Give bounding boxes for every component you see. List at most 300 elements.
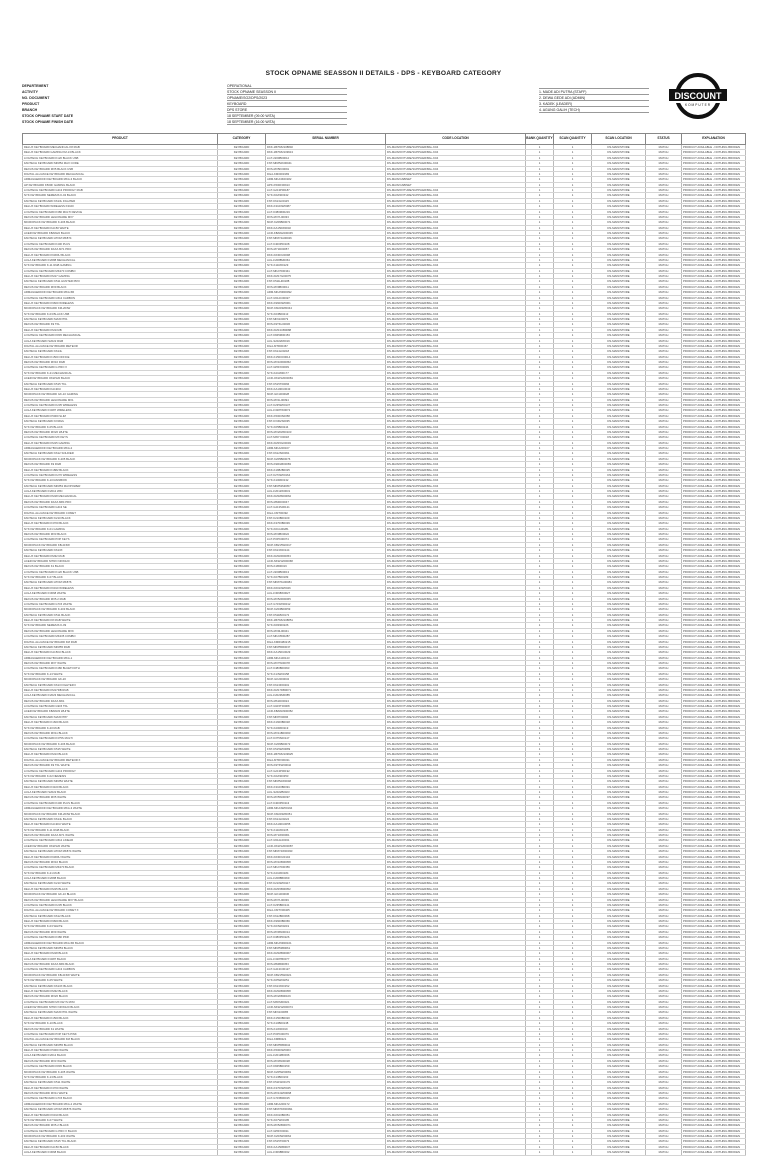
table-cell: 1 <box>554 1031 592 1036</box>
table-row <box>23 1150 746 1155</box>
table-cell: 1 <box>526 446 554 451</box>
table-cell: AUL-F3068W0027 <box>266 591 386 596</box>
table-cell: DGA-KM0001983 <box>266 171 386 176</box>
table-cell: 1 <box>554 236 592 241</box>
table-cell: KEYBOARD <box>218 354 266 359</box>
table-cell: FNT-K210W00117 <box>266 881 386 886</box>
table-cell: KEYBOARD <box>218 795 266 800</box>
table-cell: DS-MAIN/FIXTURE/SUPPLIER/BAL-K04 <box>386 940 526 945</box>
table-cell: DS-MAIN/STORE <box>592 263 646 268</box>
table-cell: 1 <box>526 859 554 864</box>
table-cell: REXUS KEYBOARD MX3 BLACK <box>23 532 218 537</box>
table-cell: MATCH <box>646 972 682 977</box>
table-cell: RXS-K9RGB00083 <box>266 462 386 467</box>
table-cell: 1 <box>554 532 592 537</box>
table-cell: DIGITAL ALLIANCE KEYBOARD MECHANICAL <box>23 171 218 176</box>
table-cell: ACER KEYBOARD NITRO NKW120 BLACK <box>23 1005 218 1010</box>
table-cell: 1 <box>554 220 592 225</box>
table-cell: DELUX KEYBOARD WIRELESS K3100 <box>23 204 218 209</box>
table-cell: 1 <box>554 295 592 300</box>
table-cell: KEYBOARD <box>218 644 266 649</box>
table-cell: DKK-KA150W0032 <box>266 225 386 230</box>
table-cell: FANTECH KEYBOARD ATOM MK876 <box>23 580 218 585</box>
table-cell: NYK KEYBOARD NEMESIS K-02 BLACK <box>23 193 218 198</box>
table-cell: DS-MAIN/FIXTURE/SUPPLIER/BAL-K04 <box>386 333 526 338</box>
table-cell: 1 <box>526 343 554 348</box>
table-cell: KEYBOARD <box>218 956 266 961</box>
table-cell: REXUS KEYBOARD MX10 RGB <box>23 360 218 365</box>
table-cell: PRODUCT AVAILABLE - NOTHING BROKEN <box>682 827 746 832</box>
table-cell: 1 <box>554 188 592 193</box>
table-cell: 1 <box>526 763 554 768</box>
table-cell: DS-MAIN/FIXTURE/SUPPLIER/BAL-K04 <box>386 591 526 596</box>
table-cell: 1 <box>526 1026 554 1031</box>
table-cell: NYK-K13B00163 <box>266 1074 386 1079</box>
table-cell: REXUS KEYBOARD MX9 WHITE <box>23 929 218 934</box>
table-cell: 1 <box>554 838 592 843</box>
table-cell: 1 <box>554 822 592 827</box>
table-cell: LOGITECH KEYBOARD G915 TKL <box>23 704 218 709</box>
table-cell: DS-MAIN/STORE <box>592 515 646 520</box>
table-cell: PRODUCT AVAILABLE - NOTHING BROKEN <box>682 1085 746 1090</box>
table-cell: KEYBOARD <box>218 317 266 322</box>
document-page <box>22 70 745 1156</box>
table-cell: MATCH <box>646 268 682 273</box>
table-cell: KEYBOARD <box>218 462 266 467</box>
table-cell: 1 <box>554 704 592 709</box>
table-cell: 1 <box>526 542 554 547</box>
table-cell: 1 <box>526 532 554 537</box>
table-cell: PRODUCT AVAILABLE - NOTHING BROKEN <box>682 945 746 950</box>
table-cell: 1 <box>526 558 554 563</box>
table-cell: DS-MAIN/FIXTURE/SUPPLIER/BAL-K04 <box>386 386 526 391</box>
table-cell: 1 <box>526 263 554 268</box>
table-cell: PRODUCT AVAILABLE - NOTHING BROKEN <box>682 360 746 365</box>
table-cell: PRODUCT AVAILABLE - NOTHING BROKEN <box>682 177 746 182</box>
table-cell: KEYBOARD <box>218 263 266 268</box>
table-cell: LOGITECH KEYBOARD K380 MULTI DEVICE <box>23 209 218 214</box>
table-cell: MICROPACK KEYBOARD K-206 BLACK <box>23 741 218 746</box>
table-cell: LGT-MK27000341 <box>266 268 386 273</box>
table-cell: KEYBOARD <box>218 628 266 633</box>
table-cell: KEYBOARD <box>218 397 266 402</box>
table-cell: DKK-KA150U0029 <box>266 650 386 655</box>
table-cell: MATCH <box>646 757 682 762</box>
table-cell: NYK KEYBOARD K-05 WHITE <box>23 978 218 983</box>
table-cell: DS-MAIN/STORE <box>592 752 646 757</box>
table-cell: PRODUCT AVAILABLE - NOTHING BROKEN <box>682 919 746 924</box>
table-cell: DS-MAIN/STORE <box>592 919 646 924</box>
table-cell: REXUS KEYBOARD K1 BLACK <box>23 564 218 569</box>
table-cell: MATCH <box>646 725 682 730</box>
table-cell: 1 <box>554 999 592 1004</box>
table-cell: PRODUCT AVAILABLE - NOTHING BROKEN <box>682 1042 746 1047</box>
table-cell: FANTECH KEYBOARD K511 WHITE <box>23 1080 218 1085</box>
table-cell: 1 <box>526 435 554 440</box>
table-cell: MATCH <box>646 596 682 601</box>
table-cell: MATCH <box>646 306 682 311</box>
table-cell: 1 <box>526 349 554 354</box>
table-cell: MATCH <box>646 994 682 999</box>
table-cell: MATCH <box>646 838 682 843</box>
table-cell: 1 <box>554 209 592 214</box>
table-cell: 1 <box>526 333 554 338</box>
table-cell: KEYBOARD <box>218 870 266 875</box>
table-cell: 1 <box>554 1021 592 1026</box>
table-cell: DS-MAIN/FIXTURE/SUPPLIER/BAL-K04 <box>386 456 526 461</box>
table-cell: 1 <box>526 397 554 402</box>
table-cell: KEYBOARD <box>218 865 266 870</box>
table-cell: DS-MAIN/FIXTURE/SUPPLIER/BAL-K04 <box>386 730 526 735</box>
table-cell: 1 <box>554 773 592 778</box>
table-cell: DKK-K6010W0046 <box>266 585 386 590</box>
table-cell: DS-MAIN/FIXTURE/SUPPLIER/BAL-K04 <box>386 1074 526 1079</box>
table-cell: 1 <box>526 902 554 907</box>
table-cell: LOGITECH KEYBOARD K235 BLACK <box>23 902 218 907</box>
table-cell: 1 <box>554 736 592 741</box>
table-cell: KEYBOARD <box>218 773 266 778</box>
table-cell: KEYBOARD <box>218 435 266 440</box>
discount-logo <box>669 70 727 122</box>
table-cell: DS-MAIN/FIXTURE/SUPPLIER/BAL-K04 <box>386 419 526 424</box>
table-cell: 1 <box>554 650 592 655</box>
table-cell: DS-MAIN/FIXTURE/SUPPLIER/BAL-K04 <box>386 349 526 354</box>
table-cell: 1 <box>526 376 554 381</box>
table-cell: KEYBOARD <box>218 908 266 913</box>
table-cell: PRODUCT AVAILABLE - NOTHING BROKEN <box>682 666 746 671</box>
table-cell: DS-MAIN/FIXTURE/SUPPLIER/BAL-K04 <box>386 521 526 526</box>
table-cell: KEYBOARD <box>218 548 266 553</box>
table-cell: 1 <box>554 677 592 682</box>
table-cell: MATCH <box>646 827 682 832</box>
table-cell: DS-MAIN/FIXTURE/SUPPLIER/BAL-K04 <box>386 757 526 762</box>
table-cell: PRODUCT AVAILABLE - NOTHING BROKEN <box>682 924 746 929</box>
table-cell: DS-MAIN/FIXTURE/SUPPLIER/BAL-K04 <box>386 687 526 692</box>
table-cell: DS-MAIN/STORE <box>592 644 646 649</box>
table-cell: MATCH <box>646 816 682 821</box>
table-cell: DELUX KEYBOARD K9600 WIRELESS <box>23 300 218 305</box>
table-cell: 1 <box>526 1042 554 1047</box>
table-cell: DS-MAIN/STORE <box>592 978 646 983</box>
table-cell: MCP-KM203W0051 <box>266 811 386 816</box>
column-header: CODE LOCATION <box>386 134 526 145</box>
table-cell: MATCH <box>646 1010 682 1015</box>
table-cell: DS-MAIN/STORE <box>592 720 646 725</box>
table-cell: KEYBOARD <box>218 892 266 897</box>
table-cell: DS-MAIN/STORE <box>592 413 646 418</box>
table-cell: 1 <box>554 725 592 730</box>
table-cell: DS-MAIN/STORE <box>592 999 646 1004</box>
table-cell: DELUX KEYBOARD KM18 MECHANICAL <box>23 494 218 499</box>
table-cell: FNT-MF6100079 <box>266 317 386 322</box>
header-info-value: 18 SEPTEMBER (16.00 WITA) <box>227 119 347 125</box>
table-cell: KEYBOARD <box>218 720 266 725</box>
table-cell: 1 <box>554 865 592 870</box>
table-cell: DS-MAIN/STORE <box>592 827 646 832</box>
table-cell: KEYBOARD <box>218 736 266 741</box>
table-cell: PRODUCT AVAILABLE - NOTHING BROKEN <box>682 591 746 596</box>
table-cell: MATCH <box>646 381 682 386</box>
table-cell: DS-MAIN/STORE <box>592 386 646 391</box>
table-cell: FANTECH KEYBOARD K613X BLACK <box>23 983 218 988</box>
table-cell: PRODUCT AVAILABLE - NOTHING BROKEN <box>682 370 746 375</box>
table-cell: MATCH <box>646 822 682 827</box>
table-cell: MATCH <box>646 736 682 741</box>
table-cell: KEYBOARD <box>218 822 266 827</box>
table-cell: FNT-K511B00172 <box>266 612 386 617</box>
table-cell: PRODUCT AVAILABLE - NOTHING BROKEN <box>682 483 746 488</box>
header-info-value: OPERATIONAL <box>227 83 347 89</box>
table-cell: DS-MAIN/FIXTURE/SUPPLIER/BAL-K04 <box>386 768 526 773</box>
table-cell: LOGITECH KEYBOARD K845 MECHANICAL <box>23 333 218 338</box>
table-cell: MATCH <box>646 956 682 961</box>
table-cell: DS-MAIN/STORE <box>592 671 646 676</box>
table-cell: 1 <box>554 1058 592 1063</box>
table-cell: RXS-MX1L00094 <box>266 397 386 402</box>
table-cell: KEYBOARD <box>218 704 266 709</box>
table-cell: 1 <box>554 585 592 590</box>
table-cell: 1 <box>554 623 592 628</box>
table-cell: 1 <box>526 741 554 746</box>
table-cell: NYK KEYBOARD K-21 MECHANICAL <box>23 370 218 375</box>
table-cell: PRODUCT AVAILABLE - NOTHING BROKEN <box>682 365 746 370</box>
table-cell: DS-MAIN/STORE <box>592 784 646 789</box>
table-cell: KEYBOARD <box>218 182 266 187</box>
table-cell: DS-MAIN/STORE <box>592 558 646 563</box>
table-cell: KEYBOARD <box>218 714 266 719</box>
table-cell: DS-MAIN/STORE <box>592 601 646 606</box>
table-cell: 1 <box>526 526 554 531</box>
table-cell: DS-MAIN/FIXTURE/SUPPLIER/BAL-K04 <box>386 1085 526 1090</box>
table-cell: NYK KEYBOARD K-07 WHITE <box>23 1117 218 1122</box>
table-cell: 1 <box>554 687 592 692</box>
table-cell: PRODUCT AVAILABLE - NOTHING BROKEN <box>682 1107 746 1112</box>
table-cell: MATCH <box>646 795 682 800</box>
table-cell: DS-MAIN/STORE <box>592 193 646 198</box>
table-cell: MATCH <box>646 489 682 494</box>
table-cell: 1 <box>526 935 554 940</box>
table-cell: DS-MAIN/FIXTURE/SUPPLIER/BAL-K04 <box>386 580 526 585</box>
table-cell: LGT-2200B00012 <box>266 155 386 160</box>
table-cell: PRODUCT AVAILABLE - NOTHING BROKEN <box>682 1053 746 1058</box>
table-cell: DS-MAIN/STORE <box>592 1091 646 1096</box>
table-cell: PRODUCT AVAILABLE - NOTHING BROKEN <box>682 300 746 305</box>
table-cell: KEYBOARD <box>218 161 266 166</box>
table-cell: DELUX KEYBOARD KM15 GAMING <box>23 440 218 445</box>
table-cell: MICROPACK KEYBOARD KB-215W <box>23 542 218 547</box>
table-cell: LGT-K235W00137 <box>266 403 386 408</box>
table-cell: AUL-F2012B0036 <box>266 1053 386 1058</box>
table-cell: FANTECH KEYBOARD K612 BLACK <box>23 913 218 918</box>
table-cell: DS-MAIN/STORE <box>592 822 646 827</box>
table-cell: DS-MAIN/FIXTURE/SUPPLIER/BAL-K04 <box>386 284 526 289</box>
table-cell: DS-MAIN/STORE <box>592 843 646 848</box>
table-cell: 1 <box>526 440 554 445</box>
table-cell: RXS-MX10R00052 <box>266 360 386 365</box>
table-cell: DS-MAIN/STORE <box>592 666 646 671</box>
table-cell: 1 <box>554 392 592 397</box>
table-cell: DS-MAIN/FIXTURE/SUPPLIER/BAL-K04 <box>386 204 526 209</box>
table-cell: DS-MAIN/STORE <box>592 440 646 445</box>
table-cell: ARMAGGEDDON KEYBOARD MKA-3 WHITE <box>23 806 218 811</box>
table-cell: 1 <box>526 564 554 569</box>
table-cell: MATCH <box>646 446 682 451</box>
table-cell: LOGITECH KEYBOARD G413 SE <box>23 505 218 510</box>
table-cell: PRODUCT AVAILABLE - NOTHING BROKEN <box>682 558 746 563</box>
table-cell: LOGITECH KEYBOARD K375S MULTI <box>23 736 218 741</box>
table-cell: DS-MAIN/STORE <box>592 940 646 945</box>
table-cell: DKK-K6010B0051 <box>266 1112 386 1117</box>
table-cell: 1 <box>554 833 592 838</box>
column-header: CATEGORY <box>218 134 266 145</box>
table-cell: 1 <box>526 515 554 520</box>
table-cell: 1 <box>554 257 592 262</box>
table-cell: 1 <box>526 881 554 886</box>
table-cell: MATCH <box>646 521 682 526</box>
table-cell: AULA KEYBOARD F2088 MECHANICAL <box>23 257 218 262</box>
table-cell: FANTECH KEYBOARD K515 WHITE <box>23 747 218 752</box>
table-cell: KEYBOARD <box>218 1134 266 1139</box>
table-cell: MATCH <box>646 908 682 913</box>
table-cell: HPK-K500F00913 <box>266 182 386 187</box>
table-cell: 1 <box>526 1096 554 1101</box>
table-cell: PRODUCT AVAILABLE - NOTHING BROKEN <box>682 564 746 569</box>
table-cell: FANTECH KEYBOARD K210 BLACK <box>23 515 218 520</box>
table-cell: MATCH <box>646 290 682 295</box>
table-cell: 1 <box>526 709 554 714</box>
table-cell: 1 <box>526 510 554 515</box>
table-cell: DS-MAIN/FIXTURE/SUPPLIER/BAL-K04 <box>386 1107 526 1112</box>
table-cell: KEYBOARD <box>218 193 266 198</box>
table-cell: DS-MAIN/FIXTURE/SUPPLIER/BAL-K04 <box>386 1139 526 1144</box>
table-cell: DS-MAIN/FIXTURE/SUPPLIER/BAL-K04 <box>386 1150 526 1155</box>
table-cell: 1 <box>554 886 592 891</box>
table-cell: DKK-1B7K82109913 <box>266 150 386 155</box>
table-cell: PRODUCT AVAILABLE - NOTHING BROKEN <box>682 166 746 171</box>
table-cell: DS-MAIN/STORE <box>592 994 646 999</box>
table-cell: 1 <box>554 182 592 187</box>
table-cell: KEYBOARD <box>218 1112 266 1117</box>
table-cell: DKK-K1882B0025 <box>266 467 386 472</box>
table-cell: ACR-OKW12000087 <box>266 843 386 848</box>
table-cell: LOGITECH KEYBOARD G512 CARBON <box>23 295 218 300</box>
table-cell: DS-MAIN/FIXTURE/SUPPLIER/BAL-K04 <box>386 338 526 343</box>
table-cell: NYK-K05B00244 <box>266 424 386 429</box>
table-cell: NYK-K07W00195 <box>266 1117 386 1122</box>
table-cell: DELUX KEYBOARD MECHANICAL K8 RGB <box>23 145 218 150</box>
table-cell: DS-MAIN/FIXTURE/SUPPLIER/BAL-K04 <box>386 440 526 445</box>
table-cell: 1 <box>554 166 592 171</box>
table-cell: DS-MAIN/FIXTURE/SUPPLIER/BAL-K04 <box>386 935 526 940</box>
table-cell: DS-MAIN/STORE <box>592 704 646 709</box>
table-cell: 1 <box>526 311 554 316</box>
table-cell: KEYBOARD <box>218 612 266 617</box>
table-cell: KEYBOARD <box>218 429 266 434</box>
table-cell: MATCH <box>646 467 682 472</box>
table-cell: LOGITECH KEYBOARD MX KEYS <box>23 435 218 440</box>
table-cell: DS-MAIN/STORE <box>592 1042 646 1047</box>
table-cell: REXUS KEYBOARD MX11 BLACK <box>23 730 218 735</box>
table-cell: KEYBOARD <box>218 376 266 381</box>
table-cell: PRODUCT AVAILABLE - NOTHING BROKEN <box>682 419 746 424</box>
table-cell: PRODUCT AVAILABLE - NOTHING BROKEN <box>682 607 746 612</box>
table-cell: PRODUCT AVAILABLE - NOTHING BROKEN <box>682 515 746 520</box>
table-cell: RXS-MX5W00097 <box>266 795 386 800</box>
table-cell: PRODUCT AVAILABLE - NOTHING BROKEN <box>682 833 746 838</box>
table-cell: DKK-K6300U0104 <box>266 854 386 859</box>
table-cell: DS-MAIN/FIXTURE/SUPPLIER/BAL-K04 <box>386 1069 526 1074</box>
table-cell: NYK KEYBOARD K-20 RGB <box>23 725 218 730</box>
table-cell: 1 <box>554 902 592 907</box>
table-cell: LGT-K380P00226 <box>266 935 386 940</box>
table-cell: 1 <box>554 1128 592 1133</box>
table-cell: MATCH <box>646 623 682 628</box>
table-cell: NYK-K10R00132 <box>266 478 386 483</box>
header-info-value: 18 SEPTEMBER (09.00 WITA) <box>227 113 347 119</box>
table-cell: REXUS KEYBOARD K9 TKL <box>23 322 218 327</box>
header-info-label: BRANCH <box>22 108 38 112</box>
table-cell: DELUX KEYBOARD K3700 WHITE <box>23 1085 218 1090</box>
table-cell: KEYBOARD <box>218 784 266 789</box>
table-cell: PRODUCT AVAILABLE - NOTHING BROKEN <box>682 618 746 623</box>
table-cell: 1 <box>554 419 592 424</box>
table-cell: PRODUCT AVAILABLE - NOTHING BROKEN <box>682 601 746 606</box>
table-cell: MATCH <box>646 209 682 214</box>
table-cell: 1 <box>554 300 592 305</box>
table-cell: REXUS KEYBOARD DAXA M71 PRO <box>23 247 218 252</box>
table-cell: 1 <box>554 913 592 918</box>
table-cell: FNT-K515W00089 <box>266 747 386 752</box>
table-cell: DELUX KEYBOARD KM13UB <box>23 327 218 332</box>
table-cell: PRODUCT AVAILABLE - NOTHING BROKEN <box>682 397 746 402</box>
table-cell: PRODUCT AVAILABLE - NOTHING BROKEN <box>682 1037 746 1042</box>
table-cell: DS-MAIN/STORE <box>592 343 646 348</box>
table-cell: DS-MAIN/FIXTURE/SUPPLIER/BAL-K04 <box>386 859 526 864</box>
table-cell: 1 <box>526 499 554 504</box>
table-cell: DS-MAIN/STORE <box>592 370 646 375</box>
table-cell: 1 <box>526 967 554 972</box>
table-cell: MATCH <box>646 988 682 993</box>
table-cell: PRODUCT AVAILABLE - NOTHING BROKEN <box>682 526 746 531</box>
table-cell: DS-MAIN/FIXTURE/SUPPLIER/BAL-K04 <box>386 408 526 413</box>
table-cell: MATCH <box>646 919 682 924</box>
table-cell: PRODUCT AVAILABLE - NOTHING BROKEN <box>682 381 746 386</box>
table-cell: DS-MAIN/STORE <box>592 972 646 977</box>
header-info-value: KEYBOARD <box>227 101 347 107</box>
table-cell: DS-MAIN/STORE <box>592 634 646 639</box>
table-cell: LGT-G413C00127 <box>266 967 386 972</box>
table-cell: PRODUCT AVAILABLE - NOTHING BROKEN <box>682 268 746 273</box>
table-cell: KEYBOARD <box>218 365 266 370</box>
table-cell: PRODUCT AVAILABLE - NOTHING BROKEN <box>682 1101 746 1106</box>
table-cell: DKK-KM32R00053 <box>266 553 386 558</box>
table-cell: 1 <box>526 843 554 848</box>
table-cell: DS-MAIN/STORE <box>592 811 646 816</box>
table-cell: REXUS KEYBOARD DAXA M84 BLACK <box>23 962 218 967</box>
table-cell: LGT-K845M00153 <box>266 333 386 338</box>
table-cell: DS-MAIN/FIXTURE/SUPPLIER/BAL-K04 <box>386 1134 526 1139</box>
table-cell: PRODUCT AVAILABLE - NOTHING BROKEN <box>682 634 746 639</box>
table-cell: 1 <box>526 505 554 510</box>
table-cell: LGT-MXKY00018 <box>266 435 386 440</box>
table-cell: MATCH <box>646 1096 682 1101</box>
table-cell: DS-MAIN/STORE <box>592 236 646 241</box>
table-cell: 1 <box>554 730 592 735</box>
table-cell: 1 <box>526 591 554 596</box>
table-cell: DS-MAIN/STORE <box>592 1134 646 1139</box>
header-info-value: 4. AGUNG GALIH (TECH) <box>539 107 649 113</box>
table-cell: 1 <box>526 182 554 187</box>
